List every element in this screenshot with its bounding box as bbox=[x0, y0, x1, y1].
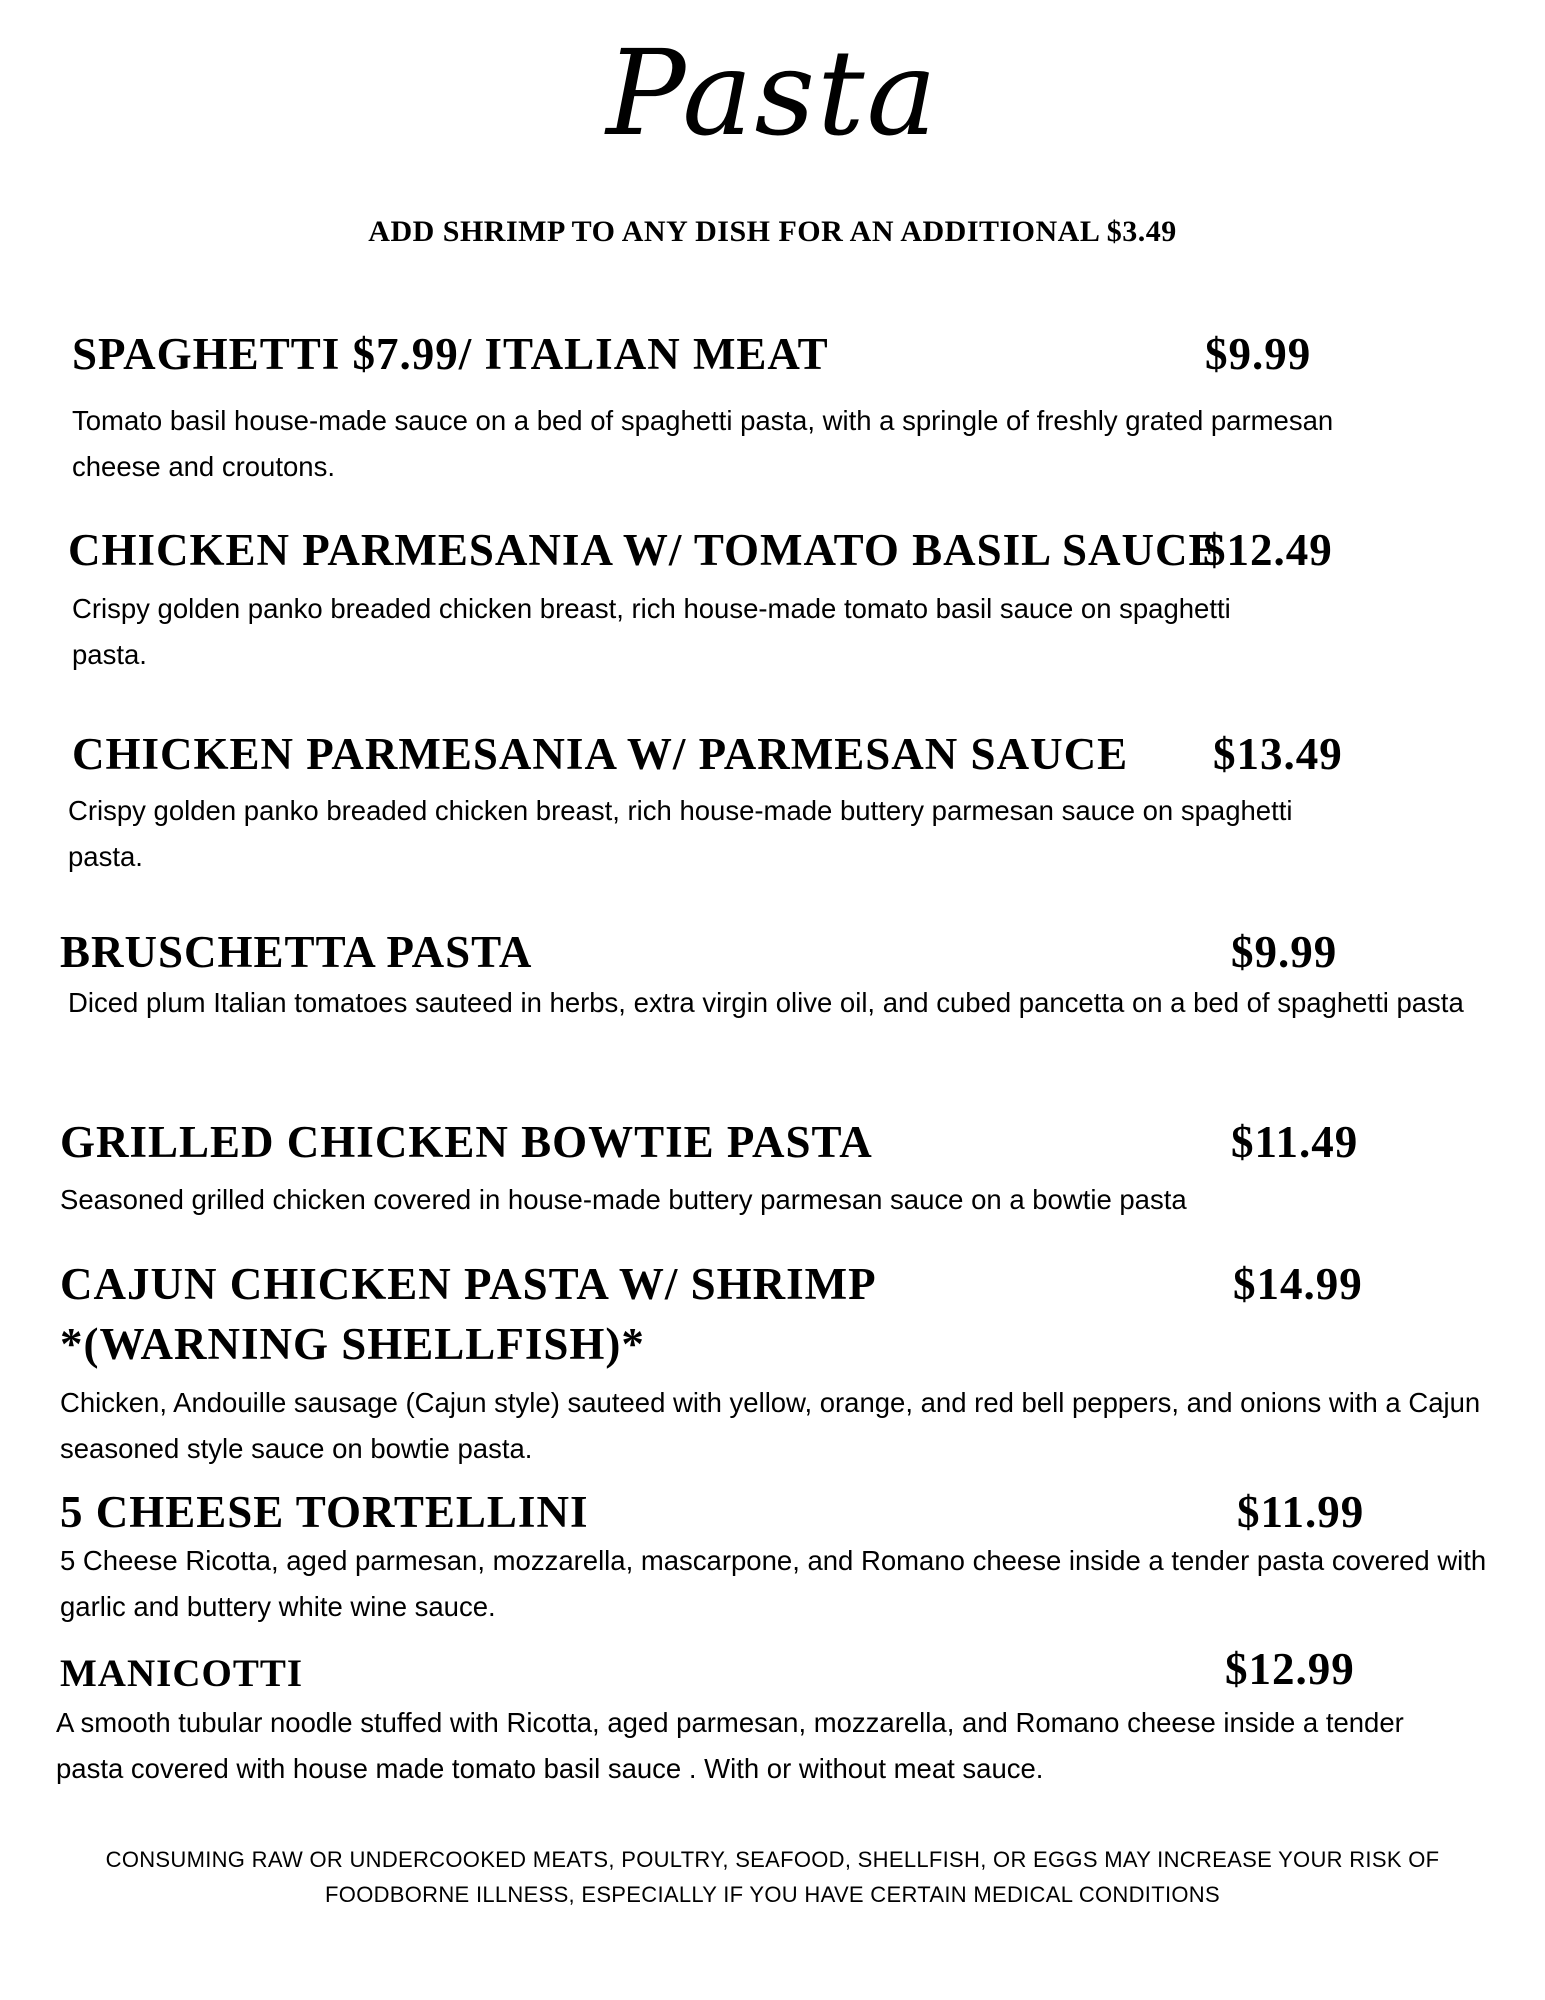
disclaimer-text: CONSUMING RAW OR UNDERCOOKED MEATS, POULTRY, SEAFOOD, SHELLFISH, OR EGGS MAY INCREASE YOUR RISK OF FOODBORNE ILLNESS, ESPECIALLY IF YOU HAVE CERTAIN MEDICAL CONDITIONS bbox=[105, 1847, 1440, 1907]
food-safety-disclaimer bbox=[0, 1842, 1545, 1912]
menu-item-name: GRILLED CHICKEN BOWTIE PASTA bbox=[60, 1117, 873, 1167]
menu-item-price: $14.99 bbox=[1233, 1259, 1363, 1309]
menu-item-description: Diced plum Italian tomatoes sauteed in herbs, extra virgin olive oil, and cubed pancetta on a bed of spaghetti pasta bbox=[68, 987, 1464, 1018]
menu-item-price: $11.49 bbox=[1231, 1117, 1359, 1167]
menu-item-price: $13.49 bbox=[1213, 729, 1343, 779]
menu-item-name: MANICOTTI bbox=[60, 1652, 304, 1695]
menu-item-description: A smooth tubular noodle stuffed with Ricotta, aged parmesan, mozzarella, and Romano cheese inside a tender pasta covered with house made tomato basil sauce . With or without meat sauce. bbox=[56, 1707, 1404, 1784]
menu-item-price: $9.99 bbox=[1231, 927, 1338, 977]
page-title: Pasta bbox=[606, 24, 939, 162]
menu-item-price: $11.99 bbox=[1237, 1487, 1365, 1537]
menu-item-price: $12.99 bbox=[1225, 1644, 1355, 1694]
menu-item-description: Crispy golden panko breaded chicken breast, rich house-made buttery parmesan sauce on spaghetti pasta. bbox=[68, 795, 1293, 872]
menu-item-name: 5 CHEESE TORTELLINI bbox=[60, 1487, 589, 1537]
menu-item-description: Chicken, Andouille sausage (Cajun style) sauteed with yellow, orange, and red bell peppers, and onions with a Cajun seasoned style sauce on bowtie pasta. bbox=[60, 1387, 1481, 1464]
menu-item-price: $9.99 bbox=[1205, 329, 1312, 379]
menu-item-name: CAJUN CHICKEN PASTA W/ SHRIMP bbox=[60, 1259, 877, 1309]
menu-item-description: Crispy golden panko breaded chicken breast, rich house-made tomato basil sauce on spaghetti pasta. bbox=[72, 593, 1231, 670]
menu-item-name: SPAGHETTI $7.99/ ITALIAN MEAT bbox=[72, 329, 829, 379]
menu-item-price: $12.49 bbox=[1203, 525, 1333, 575]
shellfish-warning: *(WARNING SHELLFISH)* bbox=[60, 1319, 645, 1369]
menu-item-description: Seasoned grilled chicken covered in house-made buttery parmesan sauce on a bowtie pasta bbox=[60, 1184, 1187, 1215]
menu-item-description: Tomato basil house-made sauce on a bed of spaghetti pasta, with a springle of freshly grated parmesan cheese and croutons. bbox=[72, 405, 1334, 482]
menu-item-description: 5 Cheese Ricotta, aged parmesan, mozzarella, mascarpone, and Romano cheese inside a tender pasta covered with garlic and buttery white wine sauce. bbox=[60, 1545, 1487, 1622]
menu-item-name: CHICKEN PARMESANIA W/ TOMATO BASIL SAUCE bbox=[68, 525, 1220, 575]
shrimp-addon-note: ADD SHRIMP TO ANY DISH FOR AN ADDITIONAL $3.49 bbox=[368, 215, 1177, 248]
menu-item-name: BRUSCHETTA PASTA bbox=[60, 927, 533, 977]
menu-item-name: CHICKEN PARMESANIA W/ PARMESAN SAUCE bbox=[72, 729, 1129, 779]
